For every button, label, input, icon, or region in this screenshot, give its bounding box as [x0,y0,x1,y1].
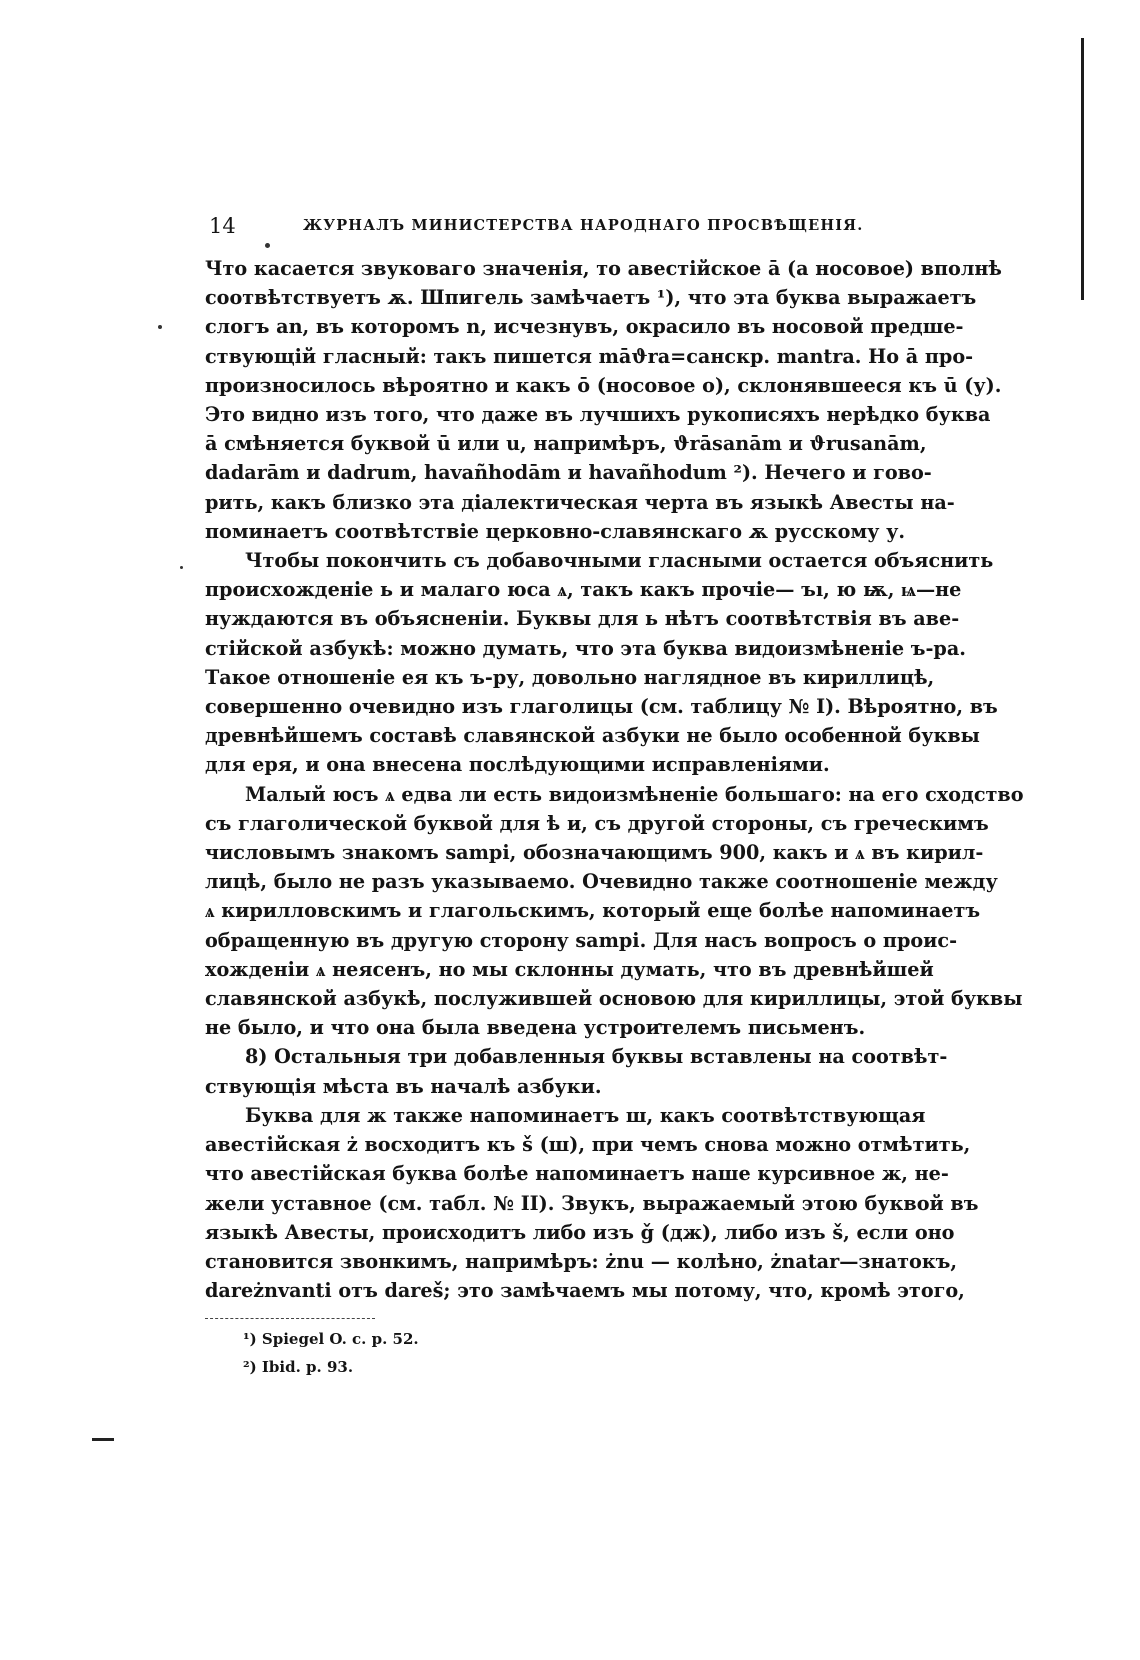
footnote: ¹) Spiegel O. c. p. 52. [243,1330,419,1349]
text-line: нуждаются въ объясненіи. Буквы для ь нѣтъ соотвѣтствія въ аве- [205,607,960,631]
text-line: не было, и что она была введена устроителемъ письменъ. [205,1016,866,1040]
paragraph [205,1101,979,1305]
text-line: Чтобы покончить съ добавочными гласными остается объяснить [245,549,994,573]
text-line: Буква для ж также напоминаетъ ш, какъ соотвѣтствующая [245,1103,926,1127]
journal-title: ЖУРНАЛЪ МИНИСТЕРСТВА НАРОДНАГО ПРОСВѢЩЕНІЯ. [303,217,864,234]
text-line: соотвѣтствуетъ ѫ. Шпигель замѣчаетъ ¹), что эта буква выражаетъ [205,286,977,310]
text-line: славянской азбукѣ, послужившей основою для кириллицы, этой буквы [205,987,1023,1011]
text-line: происхожденіе ь и малаго юса ѧ, такъ какъ прочіе— ъı, ю ѭ, ѩ—не [205,578,962,602]
text-line: становится звонкимъ, напримѣръ: żnu — колѣно, żnatar—знатокъ, [205,1249,958,1273]
paragraph [205,254,1002,546]
page-number: 14 [209,214,236,238]
text-line: dadarām и dadrum, havañhodām и havañhodum ²). Нечего и гово- [205,461,932,485]
text-line: ствующій гласный: такъ пишется māϑra=санскр. mantra. Но ā про- [205,344,974,368]
paragraph [205,546,998,780]
text-line: лицѣ, было не разъ указываемо. Очевидно также соотношеніе между [205,870,998,894]
text-line: совершенно очевидно изъ глаголицы (см. таблицу № I). Вѣроятно, въ [205,695,998,719]
running-head [205,214,925,250]
text-line: Что касается звуковаго значенія, то авестійское ā (а носовое) вполнѣ [205,257,1002,280]
footnotes [205,1325,925,1381]
text-line: рить, какъ близко эта діалектическая черта въ языкѣ Авесты на- [205,490,955,514]
margin-mark [92,1438,114,1441]
ink-speck [158,325,162,329]
text-line: съ глаголической буквой для ѣ и, съ другой стороны, съ греческимъ [205,811,989,835]
footnote: ²) Ibid. p. 93. [243,1358,354,1377]
text-line: что авестійская буква болѣе напоминаетъ наше курсивное ж, не- [205,1162,949,1186]
text-line: ѧ кирилловскимъ и глагольскимъ, который еще болѣе напоминаетъ [205,899,981,923]
text-line: Такое отношеніе ея къ ъ-ру, довольно наглядное въ кириллицѣ, [205,665,935,689]
footnote-rule [205,1318,375,1319]
text-line: ā смѣняется буквой ū или u, напримѣръ, ϑrāsanām и ϑrusanām, [205,432,927,456]
page-edge-line [1081,38,1084,300]
body-text [205,254,1024,1305]
text-line: числовымъ знакомъ sampi, обозначающимъ 900, какъ и ѧ въ кирил- [205,841,984,865]
text-line: хожденіи ѧ неясенъ, но мы склонны думать, что въ древнѣйшей [205,957,934,981]
paragraph [205,1042,948,1100]
text-line: обращенную въ другую сторону sampi. Для насъ вопросъ о проис- [205,928,958,952]
paragraph [205,780,1024,1043]
text-line: Малый юсъ ѧ едва ли есть видоизмѣненіе большаго: на его сходство [245,782,1024,806]
text-line: древнѣйшемъ составѣ славянской азбуки не было особенной буквы [205,724,980,748]
text-line: dareżnvanti отъ dareš; это замѣчаемъ мы потому, что, кромѣ этого, [205,1279,965,1303]
text-line: жели уставное (см. табл. № II). Звукъ, выражаемый этою буквой въ [205,1191,979,1215]
ink-speck [180,566,183,569]
text-line: для еря, и она внесена послѣдующими исправленіями. [205,753,830,777]
text-line: ствующія мѣста въ началѣ азбуки. [205,1074,602,1098]
text-line: стійской азбукѣ: можно думать, что эта буква видоизмѣненіе ъ-ра. [205,636,966,660]
text-line: 8) Остальныя три добавленныя буквы вставлены на соотвѣт- [245,1045,948,1069]
text-line: языкѣ Авесты, происходитъ либо изъ ǧ (дж), либо изъ š, если оно [205,1220,955,1244]
document-page [205,214,1024,1381]
text-line: авестійская ż восходитъ къ š (ш), при чемъ снова можно отмѣтить, [205,1133,971,1157]
text-line: Это видно изъ того, что даже въ лучшихъ рукописяхъ нерѣдко буква [205,403,991,427]
text-line: поминаетъ соотвѣтствіе церковно-славянскаго ѫ русскому у. [205,519,906,543]
text-line: слогъ an, въ которомъ n, исчезнувъ, окрасило въ носовой предше- [205,315,964,339]
text-line: произносилось вѣроятно и какъ ō (носовое о), склонявшееся къ ū (у). [205,373,1002,397]
